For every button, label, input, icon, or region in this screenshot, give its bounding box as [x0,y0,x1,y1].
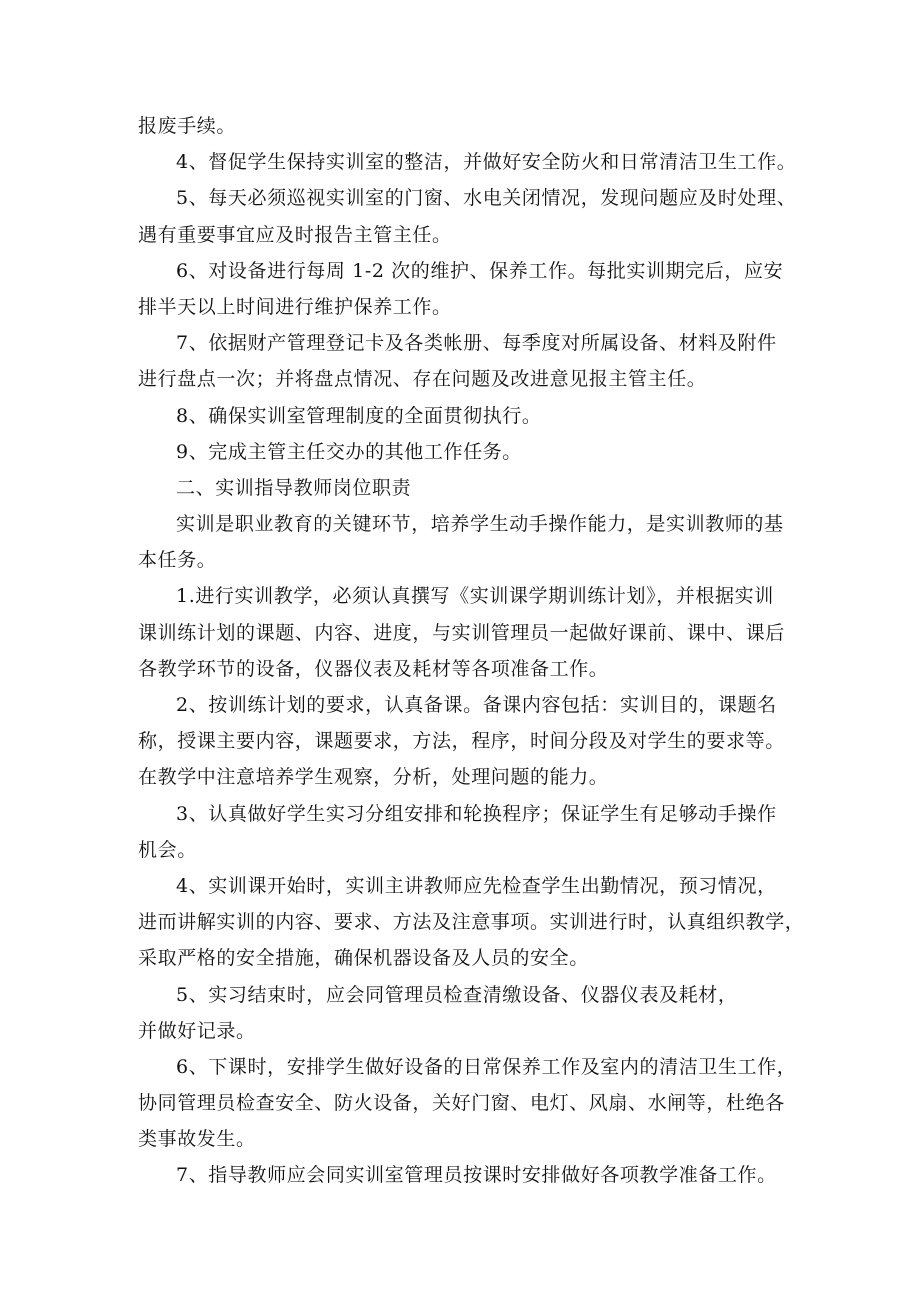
text-line: 并做好记录。 [138,1019,256,1042]
document-body [138,108,806,1194]
text-line: 3、认真做好学生实习分组安排和轮换程序；保证学生有足够动手操作 [176,802,777,825]
text-line: 本任务。 [138,549,217,572]
text-line: 5、实习结束时，应会同管理员检查清缴设备、仪器仪表及耗材， [176,983,738,1006]
text-line: 进而讲解实训的内容、要求、方法及注意事项。实训进行时，认真组织教学， [138,911,805,934]
text-line: 实训是职业教育的关键环节，培养学生动手操作能力，是实训教师的基 [176,513,784,536]
text-line: 6、下课时，安排学生做好设备的日常保养工作及室内的清洁卫生工作， [176,1055,797,1078]
text-line: 机会。 [138,838,197,861]
text-line: 4、督促学生保持实训室的整洁，并做好安全防火和日常清洁卫生工作。 [176,151,797,174]
text-line: 2、按训练计划的要求，认真备课。备课内容包括：实训目的，课题名 [176,694,777,716]
text-line: 4、实训课开始时，实训主讲教师应先检查学生出勤情况，预习情况， [176,874,777,897]
text-line: 排半天以上时间进行维护保养工作。 [138,295,452,318]
text-line: 8、确保实训室管理制度的全面贯彻执行。 [176,404,542,427]
text-line: 7、指导教师应会同实训室管理员按课时安排做好各项教学准备工作。 [176,1164,777,1187]
text-line: 9、完成主管主任交办的其他工作任务。 [176,440,522,463]
section-heading: 二、实训指导教师岗位职责 [176,476,412,499]
text-line: 协同管理员检查安全、防火设备，关好门窗、电灯、风扇、水闸等，杜绝各 [138,1092,785,1115]
text-line: 5、每天必须巡视实训室的门窗、水电关闭情况，发现问题应及时处理、 [176,187,797,210]
text-line: 各教学环节的设备，仪器仪表及耗材等各项准备工作。 [138,657,609,680]
text-line: 1.进行实训教学，必须认真撰写《实训课学期训练计划》，并根据实训 [176,585,774,608]
text-line: 7、依据财产管理登记卡及各类帐册、每季度对所属设备、材料及附件 [176,332,777,355]
text-line: 课训练计划的课题、内容、进度，与实训管理员一起做好课前、课中、课后 [138,621,785,644]
text-line: 6、对设备进行每周 1-2 次的维护、保养工作。每批实训期完后，应安 [176,259,784,282]
text-line: 报废手续。 [138,115,237,137]
text-line: 类事故发生。 [138,1128,256,1151]
text-line: 在教学中注意培养学生观察，分析，处理问题的能力。 [138,766,609,789]
text-line: 采取严格的安全措施，确保机器设备及人员的安全。 [138,947,589,970]
text-line: 遇有重要事宜应及时报告主管主任。 [138,223,452,246]
text-line: 进行盘点一次；并将盘点情况、存在问题及改进意见报主管主任。 [138,368,707,391]
text-line: 称，授课主要内容，课题要求，方法，程序，时间分段及对学生的要求等。 [138,730,785,753]
